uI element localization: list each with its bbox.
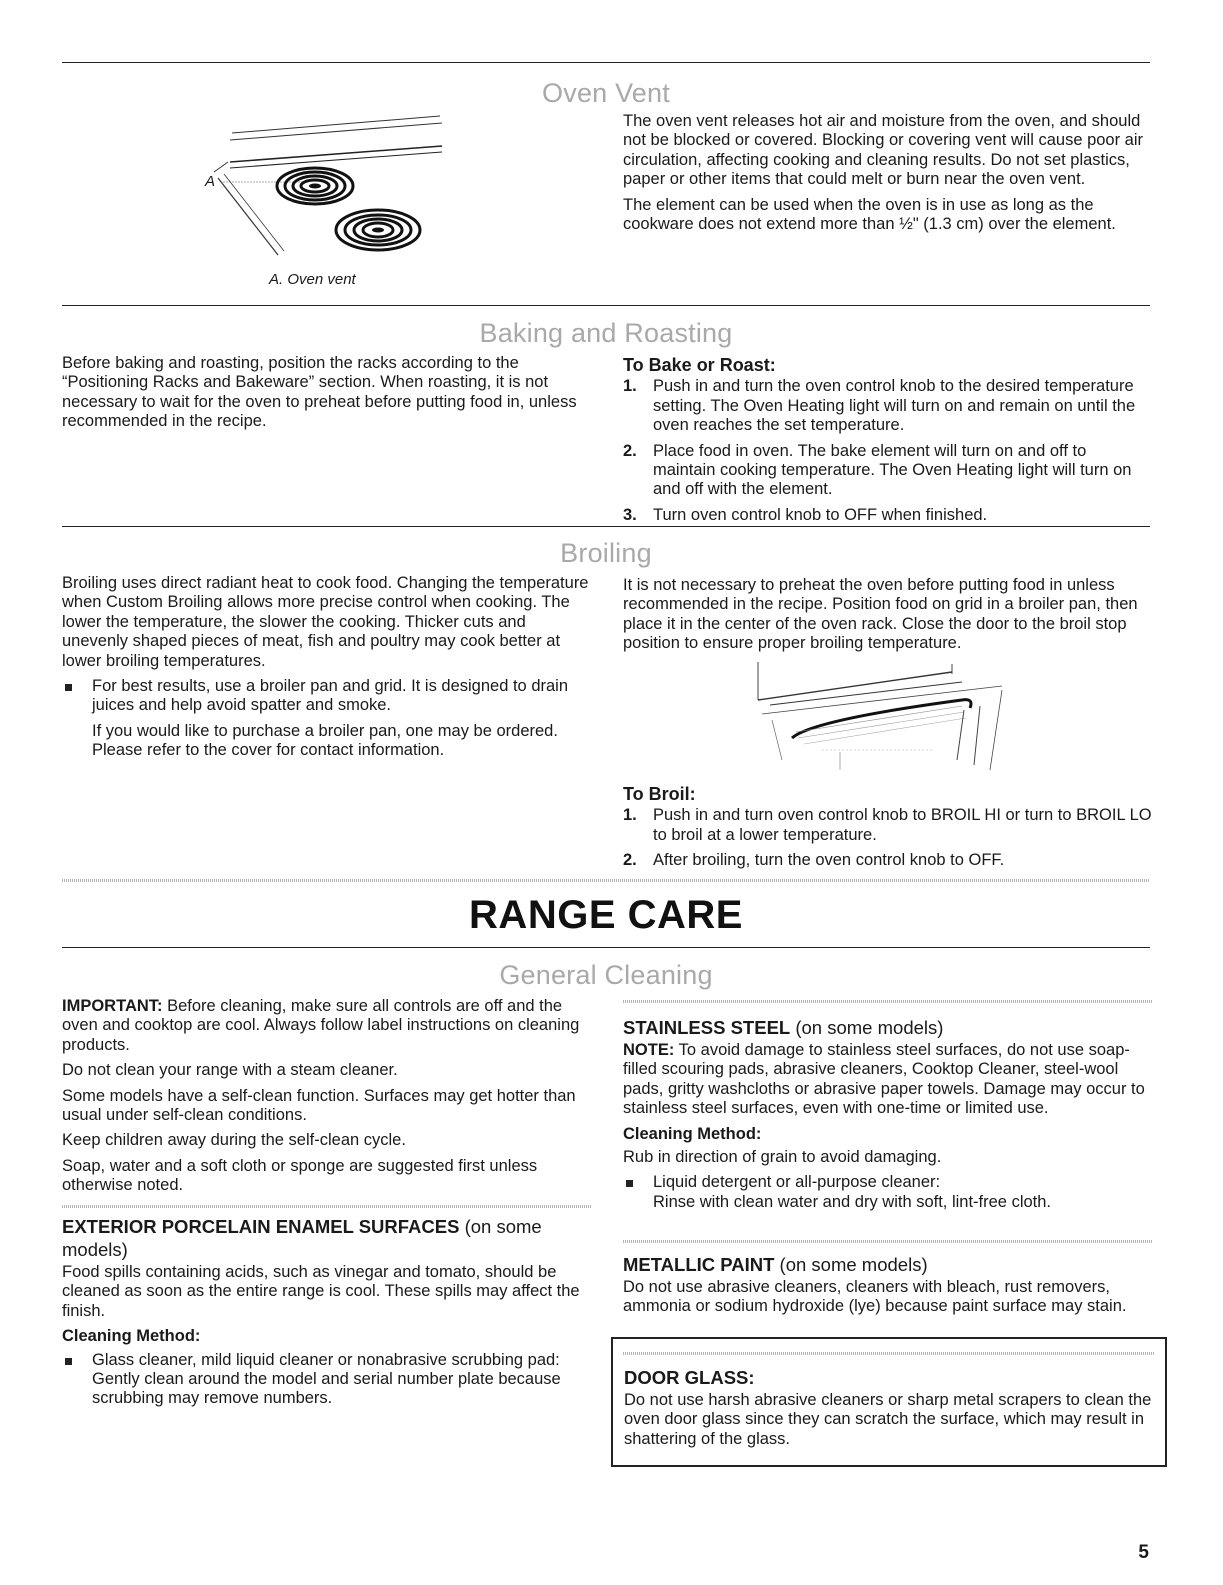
door-glass-box [611, 1337, 1167, 1467]
list-item: For best results, use a broiler pan and grid. It is designed to drain juices and help avoid spatter and smoke. If you would like to purchase a broiler pan, one may be ordered. Please refer to the cover for contact information. [62, 677, 592, 761]
top-rule [62, 62, 1150, 63]
burner-coil-front [336, 210, 420, 250]
oven-vent-text [623, 112, 1151, 240]
children-note: Keep children away during the self-clean cycle. [62, 1131, 406, 1150]
oven-vent-title: Oven Vent [542, 78, 670, 108]
metallic-heading: METALLIC PAINT (on some models) [623, 1254, 928, 1275]
oven-vent-paragraph-2: The element can be used when the oven is in use as long as the cookware does not extend more than ½" (1.3 cm) over the element. [623, 195, 1116, 234]
bake-heading: To Bake or Roast: [623, 355, 776, 375]
section-rule [62, 947, 1150, 948]
list-item: Liquid detergent or all-purpose cleaner: Rinse with clean water and dry with soft, lint-free cloth. [623, 1173, 1153, 1212]
broiling-intro: Broiling uses direct radiant heat to cook food. Changing the temperature when Custom Broiling allows more precise control when cooking. The lower the temperature, the slower the cooking. Thicker cuts and unevenly shaped pieces of meat, fish and poultry may cook better at lower broiling temperatures. [62, 574, 589, 670]
stainless-heading: STAINLESS STEEL (on some models) [623, 1017, 944, 1038]
page-number: 5 [1138, 1542, 1149, 1563]
broiling-bullets [62, 677, 592, 761]
dotted-rule [623, 1240, 1153, 1243]
broil-instructions [623, 785, 1153, 877]
metallic-text: Do not use abrasive cleaners, cleaners with bleach, rust removers, ammonia or sodium hydroxide (lye) because paint surface may stain. [623, 1278, 1127, 1316]
porcelain-method-label: Cleaning Method: [62, 1327, 201, 1346]
dotted-rule [62, 879, 1150, 882]
bake-instructions [623, 356, 1151, 531]
broiler-pan-note: If you would like to purchase a broiler pan, one may be ordered. Please refer to the cover for contact information. [92, 721, 558, 760]
baking-intro: Before baking and roasting, position the racks according to the “Positioning Racks and Bakeware” section. When roasting, it is not necessary to wait for the oven to preheat before putting food in, unless recommended in the recipe. [62, 354, 577, 431]
porcelain-text: Food spills containing acids, such as vinegar and tomato, should be cleaned as soon as the entire range is cool. These spills may affect the finish. [62, 1263, 580, 1320]
section-rule [62, 526, 1150, 527]
bake-step: 2. Place food in oven. The bake element will turn on and off to maintain cooking temperature. The Oven Heating light will turn on and off with the element. [623, 441, 1132, 499]
stainless-note: NOTE: To avoid damage to stainless steel surfaces, do not use soap-filled scouring pads, abrasive cleaners, Cooktop Cleaner, steel-wool pads, gritty washcloths or abrasive paper towels. Damage may occur to stainless steel surfaces, even with one-time or limited use. [623, 1041, 1145, 1118]
self-clean-note: Some models have a self-clean function. Surfaces may get hotter than usual under self-clean conditions. [62, 1086, 576, 1125]
door-glass-text: Do not use harsh abrasive cleaners or sharp metal scrapers to clean the oven door glass since they can scratch the surface, which may result in shattering of the glass. [624, 1391, 1152, 1448]
stainless-method-text: Rub in direction of grain to avoid damaging. [623, 1148, 942, 1167]
general-cleaning-title: General Cleaning [499, 960, 713, 990]
broiling-right-text: It is not necessary to preheat the oven before putting food in unless recommended in the recipe. Position food on grid in a broiler pan, then place it in the center of the oven rack. Close the door to the broil stop position to ensure proper broiling temperature. [623, 576, 1138, 653]
oven-vent-illustration [200, 110, 470, 270]
broil-steps [623, 806, 1153, 870]
bake-step: 1. Push in and turn the oven control knob to the desired temperature setting. The Oven Heating light will turn on and remain on until the oven reaches the set temperature. [623, 377, 1136, 435]
steam-note: Do not clean your range with a steam cleaner. [62, 1061, 398, 1080]
range-care-title: RANGE CARE [469, 893, 743, 937]
bake-steps [623, 377, 1151, 525]
broil-step: 2. After broiling, turn the oven control knob to OFF. [623, 851, 1005, 870]
soap-note: Soap, water and a soft cloth or sponge are suggested first unless otherwise noted. [62, 1156, 538, 1195]
oven-vent-caption: A. Oven vent [269, 271, 356, 288]
stainless-method-label: Cleaning Method: [623, 1124, 762, 1143]
stainless-section [623, 1016, 1153, 1218]
list-item: Glass cleaner, mild liquid cleaner or nonabrasive scrubbing pad: Gently clean around the model and serial number plate because scrubbing may remove numbers. [62, 1351, 592, 1409]
broiling-title: Broiling [560, 538, 652, 568]
stainless-bullets [623, 1173, 1153, 1212]
porcelain-section [62, 1215, 592, 1415]
dotted-rule [62, 1205, 592, 1208]
important-note: IMPORTANT: Before cleaning, make sure all controls are off and the oven and cooktop are cool. Always follow label instructions on cleaning products. [62, 997, 580, 1054]
vent-label-a: A [205, 173, 216, 190]
baking-title: Baking and Roasting [479, 318, 733, 348]
burner-coil-back [277, 168, 353, 204]
porcelain-bullets [62, 1351, 592, 1409]
broil-step: 1. Push in and turn oven control knob to BROIL HI or turn to BROIL LO to broil at a lower temperature. [623, 806, 1152, 844]
broil-door-illustration [752, 660, 1012, 772]
broil-heading: To Broil: [623, 784, 696, 804]
bake-step: 3. Turn oven control knob to OFF when finished. [623, 505, 988, 524]
door-glass-heading: DOOR GLASS: [624, 1367, 755, 1388]
section-rule [62, 305, 1150, 306]
metallic-section [623, 1253, 1153, 1323]
general-cleaning-left [62, 997, 592, 1202]
porcelain-heading: EXTERIOR PORCELAIN ENAMEL SURFACES (on some models) [62, 1216, 542, 1260]
oven-vent-paragraph-1: The oven vent releases hot air and moisture from the oven, and should not be blocked or covered. Blocking or covering vent will cause poor air circulation, affecting cooking and cleaning results. Do not set plastics, paper or other items that could melt or burn near the oven vent. [623, 112, 1144, 189]
dotted-rule [623, 1352, 1155, 1355]
dotted-rule [623, 1000, 1153, 1003]
door-glass-section [624, 1366, 1154, 1455]
broiling-left [62, 574, 592, 767]
